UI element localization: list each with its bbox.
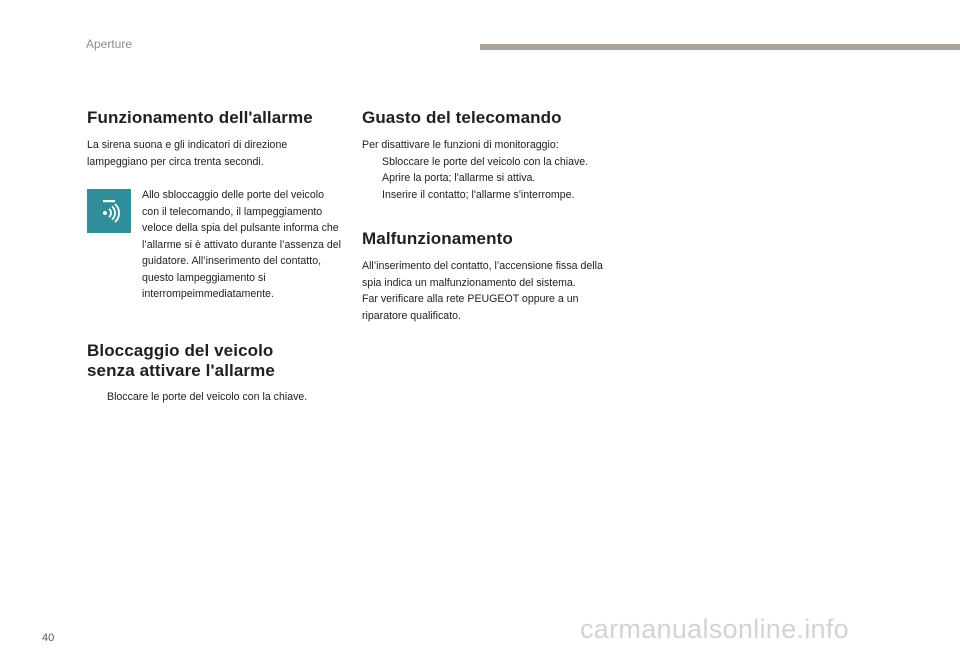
list-item-text: Aprire la porta; l'allarme si attiva.	[382, 172, 536, 184]
list-item-text: Bloccare le porte del veicolo con la chiave.	[107, 391, 308, 403]
alarm-paragraph: La sirena suona e gli indicatori di direzione lampeggiano per circa trenta secondi.	[87, 139, 288, 168]
list-item	[362, 170, 617, 187]
list-item	[362, 154, 617, 171]
list-item	[362, 187, 617, 204]
heading-lock-line2: senza attivare l'allarme	[87, 361, 275, 380]
header-bar	[480, 44, 960, 50]
info-text: Allo sbloccaggio delle porte del veicolo con il telecomando, il lampeggiamento veloce della spia del pulsante informa che l’allarme si è attivato durante l’assenza del guidatore. All’inserimento del contatto, questo lampeggiamento si interrompeimmediatamente.	[142, 189, 342, 300]
list-item-text: Sbloccare le porte del veicolo con la chiave.	[382, 155, 589, 168]
list-item	[87, 389, 342, 406]
remote-lock-icon	[87, 189, 131, 233]
remote-intro: Per disattivare le funzioni di monitoraggio:	[362, 139, 559, 151]
dealer-paragraph: Far verificare alla rete PEUGEOT oppure a un riparatore qualificato.	[362, 293, 579, 322]
right-column	[362, 108, 617, 324]
left-column	[87, 108, 342, 406]
lock-heading	[87, 341, 342, 381]
heading-alarm-operation: Funzionamento dell'allarme	[87, 108, 313, 127]
remote-steps	[362, 154, 617, 204]
watermark: carmanualsonline.info	[580, 614, 849, 644]
malfunction-paragraph: All’inserimento del contatto, l’accensione fissa della spia indica un malfunzionamento del sistema.	[362, 260, 603, 289]
page-number: 40	[42, 632, 55, 644]
section-title: Aperture	[86, 37, 133, 51]
info-block	[87, 187, 342, 319]
heading-malfunction: Malfunzionamento	[362, 229, 513, 248]
lock-steps	[87, 389, 342, 406]
list-item-text: Inserire il contatto; l'allarme s'interrompe.	[382, 188, 575, 201]
heading-remote-failure: Guasto del telecomando	[362, 108, 562, 127]
heading-lock-line1: Bloccaggio del veicolo	[87, 341, 274, 360]
